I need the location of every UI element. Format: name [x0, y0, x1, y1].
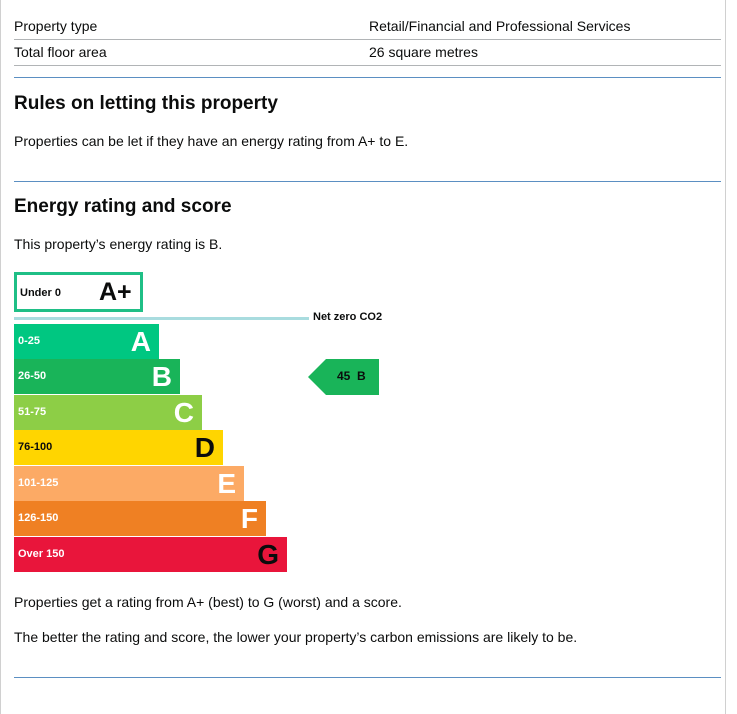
letting-text: Properties can be let if they have an energy rating from A+ to E.: [14, 133, 409, 149]
summary-value: Retail/Financial and Professional Services: [369, 18, 631, 34]
rating-band-a: [14, 324, 159, 359]
band-range-label: Under 0: [20, 287, 61, 299]
frame-right-border: [725, 0, 726, 714]
rating-note: Properties get a rating from A+ (best) to G (worst) and a score.: [14, 594, 402, 610]
band-letter: G: [257, 539, 279, 570]
summary-label: Total floor area: [14, 44, 107, 60]
current-score: 45: [337, 369, 351, 383]
band-letter: C: [173, 397, 194, 428]
section-divider: [14, 77, 721, 78]
band-range-label: 51-75: [18, 406, 47, 418]
rating-band-c: [14, 395, 202, 430]
rating-band-g: [14, 537, 287, 572]
band-letter: A+: [99, 278, 132, 306]
band-letter: D: [194, 432, 215, 463]
band-range-label: 126-150: [18, 512, 59, 524]
net-zero-label: Net zero CO2: [313, 311, 383, 323]
band-range-label: 26-50: [18, 370, 47, 382]
letting-heading: Rules on letting this property: [14, 93, 278, 114]
band-letter: F: [240, 503, 258, 534]
energy-heading: Energy rating and score: [14, 196, 232, 217]
summary-value: 26 square metres: [369, 44, 478, 60]
net-zero-line: [14, 317, 309, 320]
section-divider: [14, 181, 721, 182]
summary-label: Property type: [14, 18, 98, 34]
summary-row-floor-area: [14, 40, 721, 66]
band-range-label: 76-100: [18, 441, 53, 453]
band-range-label: 0-25: [18, 335, 41, 347]
property-summary-list: [14, 14, 721, 66]
frame-left-border: [0, 0, 1, 714]
rating-band-e: [14, 466, 244, 501]
band-letter: A: [130, 326, 151, 357]
current-rating-label: [337, 369, 366, 383]
band-letter: B: [151, 361, 172, 392]
rating-band-a-plus: [14, 272, 143, 312]
section-divider: [14, 677, 721, 678]
rating-band-f: [14, 501, 266, 536]
energy-intro-text: This property’s energy rating is B.: [14, 236, 223, 252]
band-range-label: Over 150: [18, 548, 65, 560]
current-letter: B: [357, 369, 366, 383]
band-range-label: 101-125: [18, 477, 59, 489]
summary-row-property-type: [14, 14, 721, 40]
current-rating-marker: [308, 359, 379, 395]
emissions-note: The better the rating and score, the lower your property’s carbon emissions are likely to be.: [14, 629, 578, 645]
rating-band-b: [14, 359, 180, 394]
rating-band-d: [14, 430, 223, 465]
band-letter: E: [217, 468, 236, 499]
